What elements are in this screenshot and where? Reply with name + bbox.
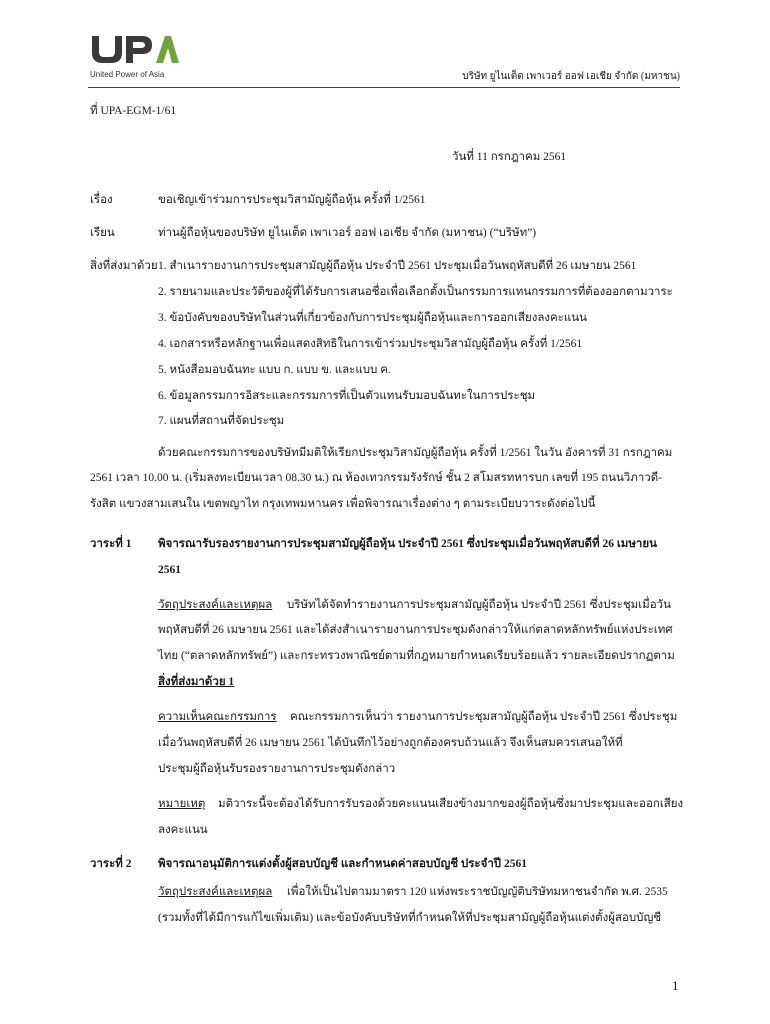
intro-line: ด้วยคณะกรรมการของบริษัทมีมติให้เรียกประชุมวิสามัญผู้ถือหุ้น ครั้งที่ 1/2561 ในวัน อังคารที่ 31 กรกฎาคม (158, 447, 673, 459)
agenda-1-objective-line: พฤหัสบดีที่ 26 เมษายน 2561 และได้ส่งสำเนารายงานการประชุมดังกล่าวให้แก่ตลาดหลักทรัพย์แห่งประเทศ (158, 624, 673, 636)
enclosure-item: 2. รายนามและประวัติของผู้ที่ได้รับการเสนอชื่อเพื่อเลือกตั้งเป็นกรรมการแทนกรรมการที่ต้องออกตามวาระ (158, 286, 673, 298)
letter-date: วันที่ 11 กรกฎาคม 2561 (452, 151, 567, 163)
agenda-1-objective-line: บริษัทได้จัดทำรายงานการประชุมสามัญผู้ถือหุ้น ประจำปี 2561 ซึ่งประชุมเมื่อวัน (287, 599, 671, 611)
agenda-1-opinion-line: ประชุมผู้ถือหุ้นรับรองรายงานการประชุมดังกล่าว (158, 763, 396, 775)
enclosure-item: 7. แผนที่สถานที่จัดประชุม (158, 415, 285, 427)
agenda-2-label: วาระที่ 2 (90, 858, 132, 870)
agenda-2-objective-label: วัตถุประสงค์และเหตุผล (158, 886, 273, 898)
agenda-1-enclosure-ref: สิ่งที่ส่งมาด้วย 1 (158, 676, 235, 688)
agenda-1-objective-line: ไทย (“ตลาดหลักทรัพย์”) และกระทรวงพาณิชย์ตามที่กฎหมายกำหนดเรียบร้อยแล้ว รายละเอียดปรากฏตาม (158, 650, 675, 662)
agenda-2-objective-line: (รวมทั้งที่ได้มีการแก้ไขเพิ่มเติม) และข้อบังคับบริษัทที่กำหนดให้ที่ประชุมสามัญผู้ถือหุ้นแต่งตั้งผู้สอบบัญชี (158, 912, 662, 924)
agenda-1-objective-label: วัตถุประสงค์และเหตุผล (158, 599, 273, 611)
agenda-1-note-line: ลงคะแนน (158, 824, 208, 836)
subject-label: เรื่อง (90, 194, 113, 206)
intro-line: 2561 เวลา 10.00 น. (เริ่มลงทะเบียนเวลา 08.30 น.) ณ ห้องเทวกรรมรังรักษ์ ชั้น 2 สโมสรทหารบก เลขที่ 195 ถนนวิภาวดี- (90, 472, 663, 484)
agenda-1-note-line: มติวาระนี้จะต้องได้รับการรับรองด้วยคะแนนเสียงข้างมากของผู้ถือหุ้นซึ่งมาประชุมและออกเสียง (218, 798, 684, 810)
upa-logo-mark (90, 34, 180, 64)
agenda-1-label: วาระที่ 1 (90, 538, 132, 550)
agenda-1-opinion-line: คณะกรรมการเห็นว่า รายงานการประชุมสามัญผู้ถือหุ้น ประจำปี 2561 ซึ่งประชุม (290, 711, 678, 723)
reference-number: ที่ UPA-EGM-1/61 (90, 105, 177, 117)
enclosure-item: 6. ข้อมูลกรรมการอิสระและกรรมการที่เป็นตัวแทนรับมอบฉันทะในการประชุม (158, 390, 536, 402)
enclosures-label: สิ่งที่ส่งมาด้วย (90, 260, 158, 272)
agenda-1-opinion-line: เมื่อวันพฤหัสบดีที่ 26 เมษายน 2561 ได้บันทึกไว้อย่างถูกต้องครบถ้วนแล้ว จึงเห็นสมควรเสนอให้ที่ (158, 737, 623, 749)
logo-subtitle: United Power of Asia (90, 70, 165, 79)
subject-text: ขอเชิญเข้าร่วมการประชุมวิสามัญผู้ถือหุ้น ครั้งที่ 1/2561 (158, 194, 426, 206)
agenda-1-title: 2561 (158, 564, 181, 576)
page-number: 1 (672, 978, 679, 993)
company-logo (90, 34, 180, 79)
agenda-1-title: พิจารณารับรองรายงานการประชุมสามัญผู้ถือหุ้น ประจำปี 2561 ซึ่งประชุมเมื่อวันพฤหัสบดีที่ 26 เมษายน (158, 538, 657, 550)
agenda-1-note-label: หมายเหตุ (158, 798, 206, 810)
enclosure-item: 4. เอกสารหรือหลักฐานเพื่อแสดงสิทธิในการเข้าร่วมประชุมวิสามัญผู้ถือหุ้น ครั้งที่ 1/2561 (158, 338, 583, 350)
agenda-2-title: พิจารณาอนุมัติการแต่งตั้งผู้สอบบัญชี และกำหนดค่าสอบบัญชี ประจำปี 2561 (158, 858, 527, 870)
recipient-text: ท่านผู้ถือหุ้นของบริษัท ยูไนเต็ด เพาเวอร์ ออฟ เอเชีย จำกัด (มหาชน) (“บริษัท”) (158, 227, 537, 239)
intro-line: รังสิต แขวงสามเสนใน เขตพญาไท กรุงเทพมหานคร เพื่อพิจารณาเรื่องต่าง ๆ ตามระเบียบวาระดังต่อไปนี้ (90, 498, 596, 510)
recipient-label: เรียน (90, 227, 115, 239)
company-name-header: บริษัท ยูไนเต็ด เพาเวอร์ ออฟ เอเชีย จำกัด (มหาชน) (462, 71, 680, 82)
enclosure-item: 3. ข้อบังคับของบริษัทในส่วนที่เกี่ยวข้องกับการประชุมผู้ถือหุ้นและการออกเสียงลงคะแนน (158, 312, 587, 324)
agenda-1-opinion-label: ความเห็นคณะกรรมการ (158, 711, 277, 723)
header-divider (88, 87, 680, 88)
enclosure-item: 5. หนังสือมอบฉันทะ แบบ ก. แบบ ข. และแบบ ค. (158, 364, 391, 376)
agenda-2-objective-line: เพื่อให้เป็นไปตามมาตรา 120 แห่งพระราชบัญญัติบริษัทมหาชนจำกัด พ.ศ. 2535 (287, 886, 668, 898)
enclosure-item: 1. สำเนารายงานการประชุมสามัญผู้ถือหุ้น ประจำปี 2561 ประชุมเมื่อวันพฤหัสบดีที่ 26 เมษายน 2561 (158, 260, 637, 272)
